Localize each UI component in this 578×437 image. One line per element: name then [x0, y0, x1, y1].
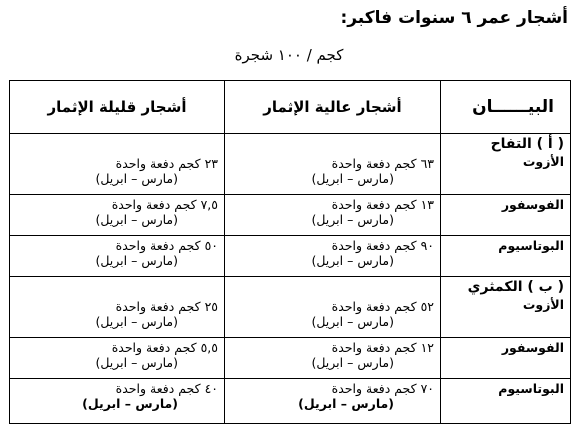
- table-row: [10, 277, 571, 338]
- period-text: (مارس – ابريل): [311, 314, 394, 329]
- period-text: (مارس – ابريل): [95, 212, 178, 227]
- period-text: (مارس – ابريل): [82, 396, 178, 411]
- nutrient-name: البوتاسيوم: [498, 381, 564, 396]
- amount-text: ٢٣ كجم دفعة واحدة: [115, 156, 218, 171]
- nutrient-cell: [441, 338, 571, 379]
- nutrient-name: الفوسفور: [501, 340, 564, 355]
- low-yield-cell: [10, 236, 225, 277]
- nutrient-cell: [441, 379, 571, 424]
- period-text: (مارس – ابريل): [311, 253, 394, 268]
- table-row: [10, 338, 571, 379]
- nutrient-name: الفوسفور: [501, 197, 564, 212]
- unit-caption: كجم / ١٠٠ شجرة: [234, 46, 344, 64]
- high-yield-cell: [225, 134, 441, 195]
- amount-text: ٩٠ كجم دفعة واحدة: [331, 238, 434, 253]
- table-header-row: [10, 81, 571, 134]
- period-text: (مارس – ابريل): [95, 355, 178, 370]
- period-text: (مارس – ابريل): [311, 355, 394, 370]
- nutrient-name: الأزوت: [522, 297, 564, 312]
- table-row: [10, 195, 571, 236]
- amount-text: ٧٠ كجم دفعة واحدة: [331, 381, 434, 396]
- header-high-yield: أشجار عالية الإثمار: [225, 81, 441, 134]
- nutrient-cell: [441, 195, 571, 236]
- high-yield-cell: [225, 379, 441, 424]
- amount-text: ٧,٥ كجم دفعة واحدة: [111, 197, 218, 212]
- high-yield-cell: [225, 338, 441, 379]
- high-yield-cell: [225, 277, 441, 338]
- period-text: (مارس – ابريل): [311, 171, 394, 186]
- low-yield-cell: [10, 338, 225, 379]
- high-yield-cell: [225, 236, 441, 277]
- fertilizer-table: [9, 80, 571, 424]
- group-label: ( ب ) الكمثري: [467, 279, 564, 295]
- amount-text: ٢٥ كجم دفعة واحدة: [115, 299, 218, 314]
- period-text: (مارس – ابريل): [298, 396, 394, 411]
- low-yield-cell: [10, 134, 225, 195]
- period-text: (مارس – ابريل): [95, 171, 178, 186]
- low-yield-cell: [10, 277, 225, 338]
- nutrient-cell: [441, 134, 571, 195]
- low-yield-cell: [10, 379, 225, 424]
- header-item: البيــــــان: [441, 81, 571, 134]
- low-yield-cell: [10, 195, 225, 236]
- table-row: [10, 134, 571, 195]
- amount-text: ١٣ كجم دفعة واحدة: [331, 197, 434, 212]
- amount-text: ٥,٥ كجم دفعة واحدة: [111, 340, 218, 355]
- nutrient-name: البوتاسيوم: [498, 238, 564, 253]
- table-row: [10, 379, 571, 424]
- table-row: [10, 236, 571, 277]
- nutrient-name: الأزوت: [522, 154, 564, 169]
- amount-text: ٦٣ كجم دفعة واحدة: [331, 156, 434, 171]
- amount-text: ٥٠ كجم دفعة واحدة: [115, 238, 218, 253]
- period-text: (مارس – ابريل): [95, 253, 178, 268]
- high-yield-cell: [225, 195, 441, 236]
- nutrient-cell: [441, 277, 571, 338]
- period-text: (مارس – ابريل): [311, 212, 394, 227]
- section-heading: أشجار عمر ٦ سنوات فاكبر:: [340, 8, 568, 28]
- nutrient-cell: [441, 236, 571, 277]
- amount-text: ٤٠ كجم دفعة واحدة: [115, 381, 218, 396]
- amount-text: ١٢ كجم دفعة واحدة: [331, 340, 434, 355]
- period-text: (مارس – ابريل): [95, 314, 178, 329]
- header-low-yield: أشجار قليلة الإثمار: [10, 81, 225, 134]
- group-label: ( أ ) التفاح: [490, 136, 564, 152]
- amount-text: ٥٢ كجم دفعة واحدة: [331, 299, 434, 314]
